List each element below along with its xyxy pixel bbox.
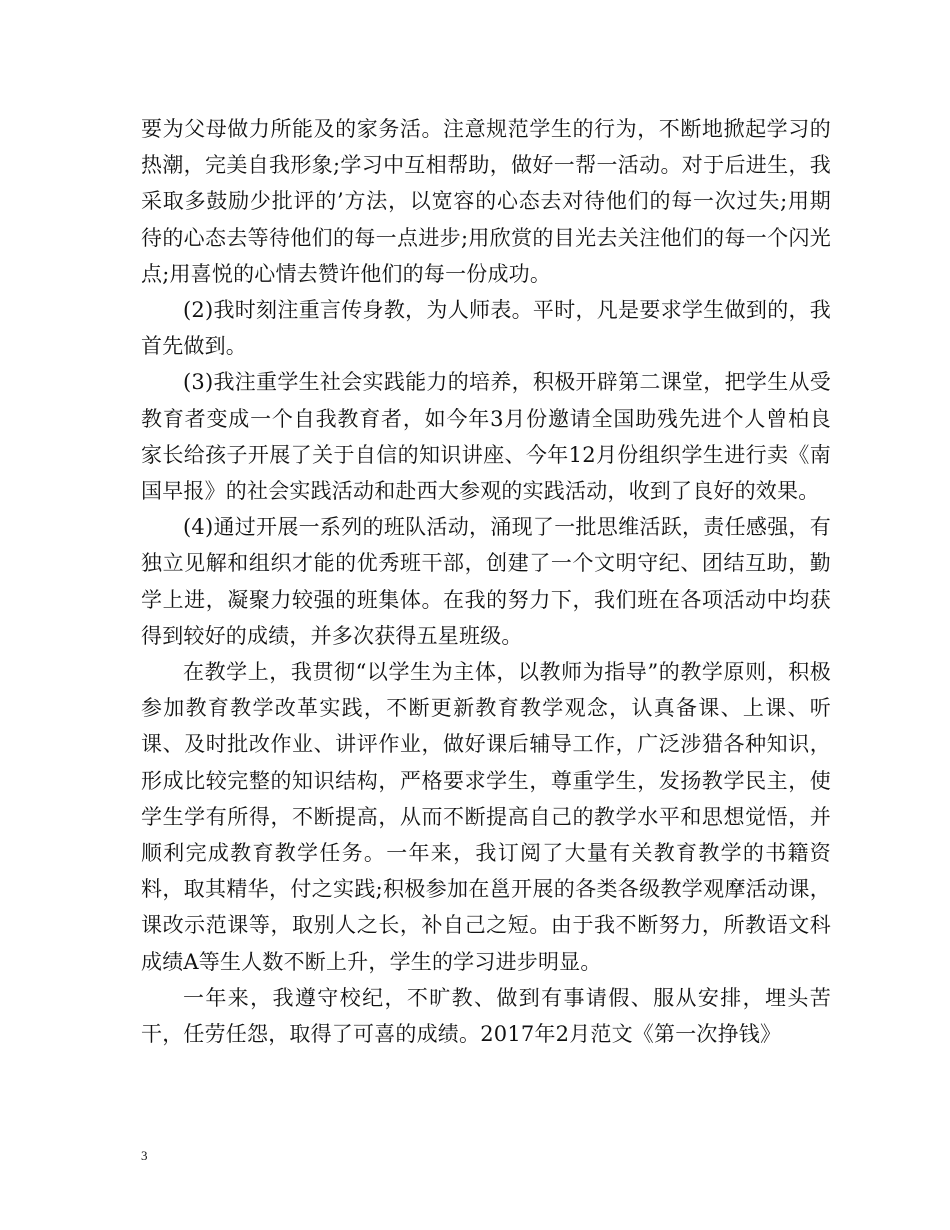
document-body bbox=[141, 111, 831, 1052]
page-number: 3 bbox=[141, 1148, 148, 1163]
paragraph-item-3: (3)我注重学生社会实践能力的培养，积极开辟第二课堂，把学生从受教育者变成一个自我教育者，如今年3月份邀请全国助残先进个人曾柏良家长给孩子开展了关于自信的知识讲座、今年12月份组织学生进行卖《南国早报》的社会实践活动和赴西大参观的实践活动，收到了良好的效果。 bbox=[141, 370, 831, 504]
paragraph-summary: 一年来，我遵守校纪，不旷教、做到有事请假、服从安排，埋头苦干，任劳任怨，取得了可喜的成绩。2017年2月范文《第一次挣钱》 bbox=[141, 985, 831, 1047]
paragraph-continuation: 要为父母做力所能及的家务活。注意规范学生的行为，不断地掀起学习的热潮，完美自我形象;学习中互相帮助，做好一帮一活动。对于后进生，我采取多鼓励少批评的’方法，以宽容的心态去对待他们的每一次过失;用期待的心态去等待他们的每一点进步;用欣赏的目光去关注他们的每一个闪光点;用喜悦的心情去赞许他们的每一份成功。 bbox=[141, 117, 831, 286]
paragraph-teaching: 在教学上，我贯彻“以学生为主体，以教师为指导”的教学原则，积极参加教育教学改革实践，不断更新教育教学观念，认真备课、上课、听课、及时批改作业、讲评作业，做好课后辅导工作，广泛涉猎各种知识，形成比较完整的知识结构，严格要求学生，尊重学生，发扬教学民主，使学生学有所得，不断提高，从而不断提高自己的教学水平和思想觉悟，并顺利完成教育教学任务。一年来，我订阅了大量有关教育教学的书籍资料，取其精华，付之实践;积极参加在邕开展的各类各级教学观摩活动课，课改示范课等，取别人之长，补自己之短。由于我不断努力，所教语文科成绩A等生人数不断上升，学生的学习进步明显。 bbox=[141, 660, 831, 974]
paragraph-item-4: (4)通过开展一系列的班队活动，涌现了一批思维活跃，责任感强，有独立见解和组织才能的优秀班干部，创建了一个文明守纪、团结互助，勤学上进，凝聚力较强的班集体。在我的努力下，我们班在各项活动中均获得到较好的成绩，并多次获得五星班级。 bbox=[141, 515, 831, 648]
paragraph-item-2: (2)我时刻注重言传身教，为人师表。平时，凡是要求学生做到的，我首先做到。 bbox=[141, 298, 831, 359]
